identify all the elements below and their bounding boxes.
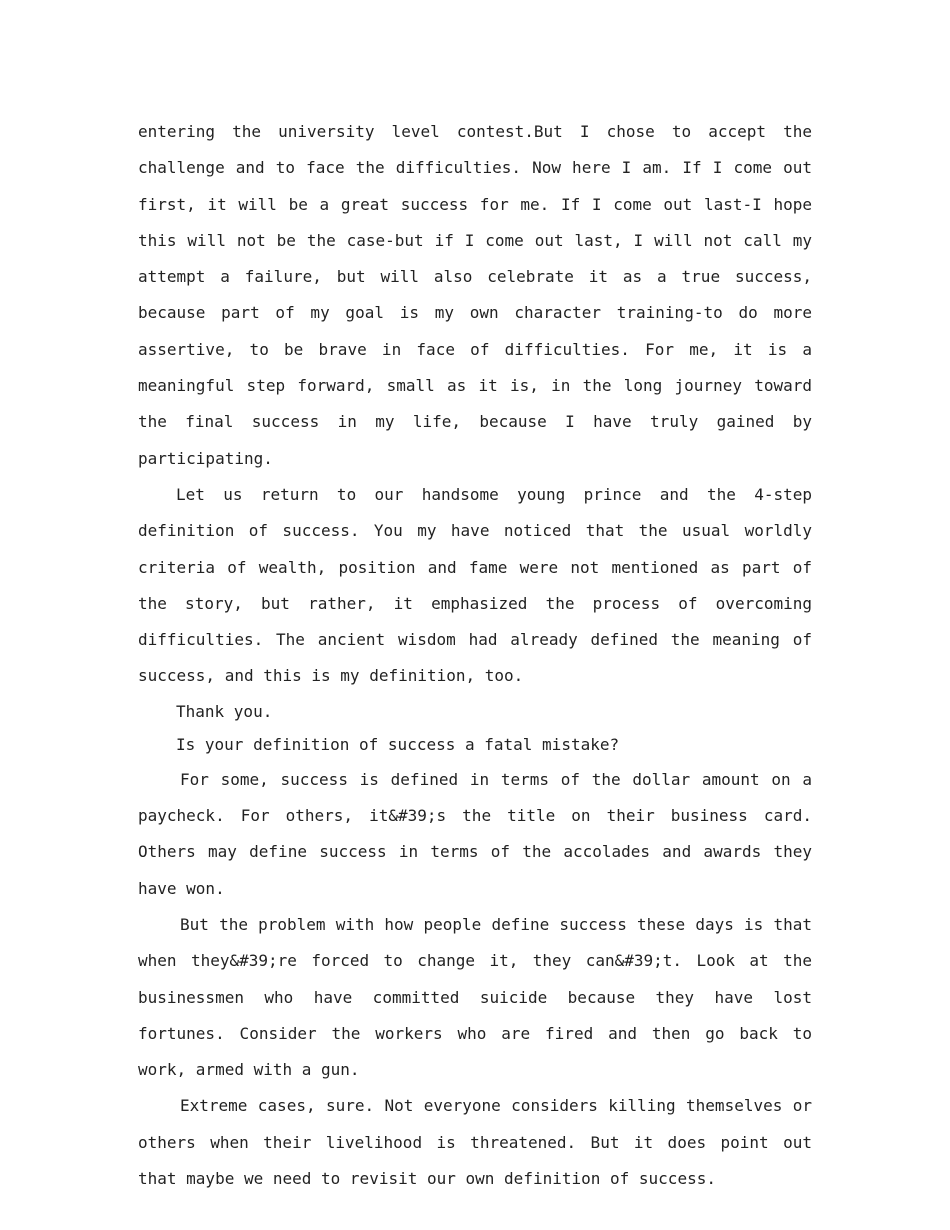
document-body [138,114,812,1197]
paragraph-extreme-cases: Extreme cases, sure. Not everyone considers killing themselves or others when their livelihood is threatened. But it does point out that maybe we need to revisit our own definition of success. [138,1096,812,1189]
paragraph-thank-you: Thank you. [176,701,273,721]
paragraph-contest: entering the university level contest.But I chose to accept the challenge and to face the difficulties. Now here I am. If I come out first, it will be a great success for me. If I come out last-I hope this will not be the case-but if I come out last, I will not call my attempt a failure, but will also celebrate it as a true success, because part of my goal is my own character training-to do more assertive, to be brave in face of difficulties. For me, it is a meaningful step forward, small as it is, in the long journey toward the final success in my life, because I have truly gained by participating. [138,122,812,468]
paragraph-definitions: For some, success is defined in terms of the dollar amount on a paycheck. For others, it&#39;s the title on their business card. Others may define success in terms of the accolades and awards they have won. [138,769,812,898]
paragraph-question-heading: Is your definition of success a fatal mistake? [176,735,620,755]
paragraph-problem: But the problem with how people define success these days is that when they&#39;re forced to change it, they can&#39;t. Look at the businessmen who have committed suicide because they have lost fortunes. Consider the workers who are fired and then go back to work, armed with a gun. [138,914,812,1080]
paragraph-prince: Let us return to our handsome young prince and the 4-step definition of success. You my have noticed that the usual worldly criteria of wealth, position and fame were not mentioned as part of the story, but rather, it emphasized the process of overcoming difficulties. The ancient wisdom had already defined the meaning of success, and this is my definition, too. [138,484,812,686]
